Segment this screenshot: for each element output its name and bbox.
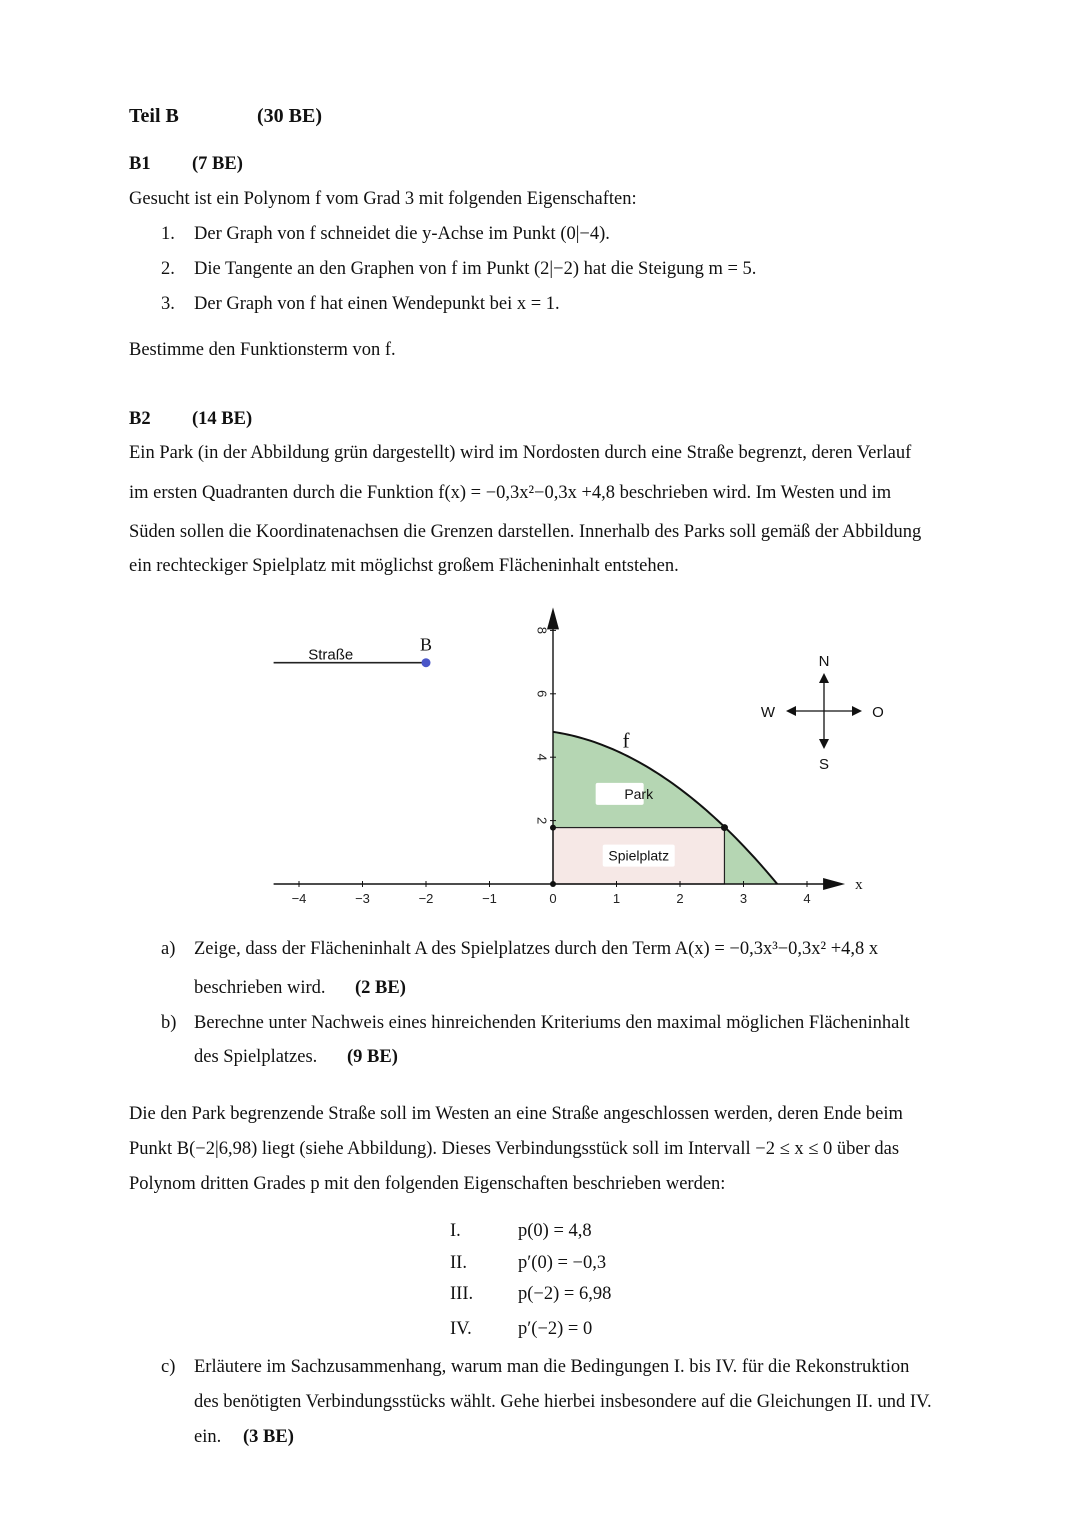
task-c-text: Erläutere im Sachzusammenhang, warum man die Bedingungen I. bis IV. für die Rekonstruktion bbox=[194, 1357, 910, 1377]
b1-item-number: 3. bbox=[161, 294, 175, 314]
x-tick-label: −4 bbox=[291, 891, 307, 906]
condition-number: II. bbox=[450, 1253, 467, 1273]
compass-west-arrow bbox=[786, 706, 796, 716]
section-title: Teil B bbox=[129, 105, 179, 127]
task-a-letter: a) bbox=[161, 939, 176, 959]
b2-text-line: ein rechteckiger Spielplatz mit möglichst großem Flächeninhalt entstehen. bbox=[129, 556, 679, 576]
road-text-line: Punkt B(−2|6,98) liegt (siehe Abbildung). Dieses Verbindungsstück soll im Intervall −2 ≤ x ≤ 0 über das bbox=[129, 1139, 900, 1159]
compass-south-label: S bbox=[818, 756, 830, 773]
task-a-text: Zeige, dass der Flächeninhalt A des Spielplatzes durch den Term A(x) = −0,3x³−0,3x² +4,8 x bbox=[194, 939, 879, 959]
b1-task: Bestimme den Funktionsterm von f. bbox=[129, 340, 396, 360]
b2-points: (14 BE) bbox=[192, 409, 253, 429]
x-tick-label: 0 bbox=[549, 891, 557, 906]
y-tick-label: 2 bbox=[534, 816, 550, 825]
corner-point bbox=[721, 824, 728, 831]
x-axis-arrow bbox=[823, 878, 845, 890]
b1-item-text: Der Graph von f schneidet die y-Achse im Punkt (0|−4). bbox=[194, 224, 610, 244]
b2-text-line: Ein Park (in der Abbildung grün dargestellt) wird im Nordosten durch eine Straße begrenzt, deren Verlauf bbox=[129, 443, 912, 463]
compass-east-label: O bbox=[872, 704, 884, 721]
x-tick-label: 1 bbox=[612, 891, 621, 906]
condition-equation: p(−2) = 6,98 bbox=[518, 1284, 612, 1304]
condition-number: III. bbox=[450, 1284, 474, 1304]
b2-label: B2 bbox=[129, 409, 151, 429]
b1-intro: Gesucht ist ein Polynom f vom Grad 3 mit folgenden Eigenschaften: bbox=[129, 189, 637, 209]
section-points: (30 BE) bbox=[257, 105, 322, 127]
x-tick-label: −1 bbox=[482, 891, 497, 906]
x-tick-label: 3 bbox=[739, 891, 748, 906]
task-c-points: (3 BE) bbox=[243, 1427, 294, 1447]
x-tick-label: −3 bbox=[355, 891, 370, 906]
road-text-line: Polynom dritten Grades p mit den folgenden Eigenschaften beschrieben werden: bbox=[129, 1174, 726, 1194]
park-label: Park bbox=[624, 785, 654, 802]
point-b-label: B bbox=[419, 634, 433, 655]
compass-north-label: N bbox=[818, 653, 830, 670]
playground-label: Spielplatz bbox=[608, 847, 670, 864]
road-text-line: Die den Park begrenzende Straße soll im Westen an eine Straße angeschlossen werden, deren Ende beim bbox=[129, 1104, 903, 1124]
x-axis-label: x bbox=[855, 877, 863, 893]
task-b-text: Berechne unter Nachweis eines hinreichenden Kriteriums den maximal möglichen Flächeninhalt bbox=[194, 1013, 910, 1033]
compass-east-arrow bbox=[852, 706, 862, 716]
compass-west-label: W bbox=[760, 704, 776, 721]
function-label: f bbox=[622, 728, 630, 753]
task-c-letter: c) bbox=[161, 1357, 176, 1377]
b1-item-text: Die Tangente an den Graphen von f im Punkt (2|−2) hat die Steigung m = 5. bbox=[194, 259, 757, 279]
road-label: Straße bbox=[308, 646, 354, 664]
task-b-letter: b) bbox=[161, 1013, 177, 1033]
y-tick-label: 4 bbox=[534, 753, 550, 761]
task-a-points: (2 BE) bbox=[355, 978, 406, 998]
y-tick-label: 8 bbox=[534, 626, 550, 635]
b2-text-line: Süden sollen die Koordinatenachsen die Grenzen darstellen. Innerhalb des Parks soll gemäß der Abbildung bbox=[129, 522, 922, 542]
task-a-text-cont: beschrieben wird. bbox=[194, 978, 326, 998]
task-b-points: (9 BE) bbox=[347, 1047, 398, 1067]
b1-label: B1 bbox=[129, 154, 151, 174]
condition-equation: p′(0) = −0,3 bbox=[518, 1253, 607, 1273]
b1-item-number: 2. bbox=[161, 259, 175, 279]
b1-item-text: Der Graph von f hat einen Wendepunkt bei x = 1. bbox=[194, 294, 560, 314]
point-b bbox=[422, 658, 431, 667]
b1-item-number: 1. bbox=[161, 224, 175, 244]
y-tick-label: 6 bbox=[534, 690, 550, 698]
task-c-text-cont: des benötigten Verbindungsstücks wählt. Gehe hierbei insbesondere auf die Gleichungen II. und IV. bbox=[194, 1392, 932, 1412]
x-tick-label: 2 bbox=[676, 891, 684, 906]
condition-number: IV. bbox=[450, 1319, 472, 1339]
condition-equation: p(0) = 4,8 bbox=[518, 1221, 592, 1241]
task-b-text-cont: des Spielplatzes. bbox=[194, 1047, 318, 1067]
compass-south-arrow bbox=[819, 739, 829, 749]
condition-number: I. bbox=[450, 1221, 461, 1241]
compass-north-arrow bbox=[819, 673, 829, 683]
b2-text-line: im ersten Quadranten durch die Funktion f(x) = −0,3x²−0,3x +4,8 beschrieben wird. Im Westen und im bbox=[129, 483, 892, 503]
x-tick-label: 4 bbox=[803, 891, 811, 906]
x-tick-label: −2 bbox=[418, 891, 434, 906]
b1-points: (7 BE) bbox=[192, 154, 243, 174]
condition-equation: p′(−2) = 0 bbox=[518, 1319, 593, 1339]
task-c-text-cont: ein. bbox=[194, 1427, 222, 1447]
